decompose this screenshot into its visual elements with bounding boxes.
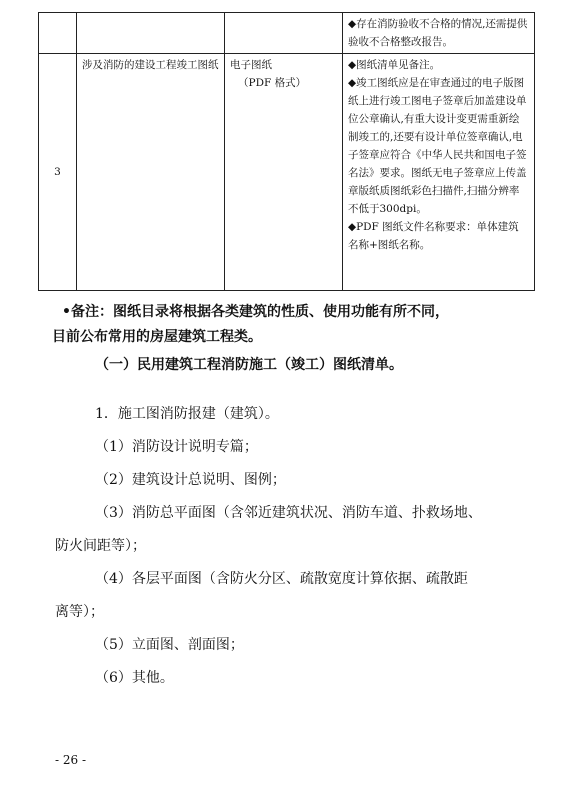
- list-item: （2）建筑设计总说明、图例；: [95, 472, 286, 488]
- list-item: （5）立面图、剖面图；: [95, 637, 244, 653]
- table-row: [39, 13, 535, 54]
- requirement-text: ◆图纸清单见备注。: [348, 59, 441, 71]
- format-cell: [225, 54, 343, 291]
- table-row: [39, 54, 535, 291]
- list-heading: 1．施工图消防报建（建筑）。: [95, 406, 279, 422]
- requirements-table: [38, 12, 535, 291]
- list-item-continuation: 防火间距等）；: [55, 538, 146, 554]
- requirement-cell: [343, 13, 535, 54]
- remark-line: •备注：图纸目录将根据各类建筑的性质、使用功能有所不同，: [62, 304, 449, 320]
- page-number: - 26 -: [55, 753, 87, 767]
- list-item: （1）消防设计说明专篇；: [95, 439, 258, 455]
- item-name: 涉及消防的建设工程竣工图纸: [82, 59, 219, 71]
- table-cell: [225, 13, 343, 54]
- requirement-cell: [343, 54, 535, 291]
- row-number: 3: [39, 54, 77, 291]
- section-title: （一）民用建筑工程消防施工（竣工）图纸清单。: [95, 357, 403, 373]
- requirement-text: ◆竣工图纸应是在审查通过的电子版图纸上进行竣工图电子签章后加盖建设单位公章确认,有重大设计变更需重新绘制竣工的,还要有设计单位签章确认,电子签章应符合《中华人民共和国电子签名法》要求。图纸无电子签章应上传盖章版纸质图纸彩色扫描件,扫描分辨率不低于300dpi。: [348, 77, 527, 215]
- item-cell: [77, 54, 225, 291]
- requirement-text: ◆存在消防验收不合格的情况,还需提供验收不合格整改报告。: [348, 18, 528, 48]
- table-cell: [77, 13, 225, 54]
- remark-line: 目前公布常用的房屋建筑工程类。: [52, 329, 262, 345]
- remark-note: [52, 300, 522, 350]
- list-item-continuation: 离等）；: [55, 604, 104, 620]
- list-item: （3）消防总平面图（含邻近建筑状况、消防车道、扑救场地、: [95, 505, 482, 521]
- list-item: （6）其他。: [95, 670, 174, 686]
- requirement-text: ◆PDF 图纸文件名称要求：单体建筑名称+图纸名称。: [348, 221, 519, 251]
- list-item: （4）各层平面图（含防火分区、疏散宽度计算依据、疏散距: [95, 571, 468, 587]
- table-cell: [39, 13, 77, 54]
- format-note: （PDF 格式）: [238, 77, 307, 89]
- format-label: 电子图纸: [230, 59, 272, 71]
